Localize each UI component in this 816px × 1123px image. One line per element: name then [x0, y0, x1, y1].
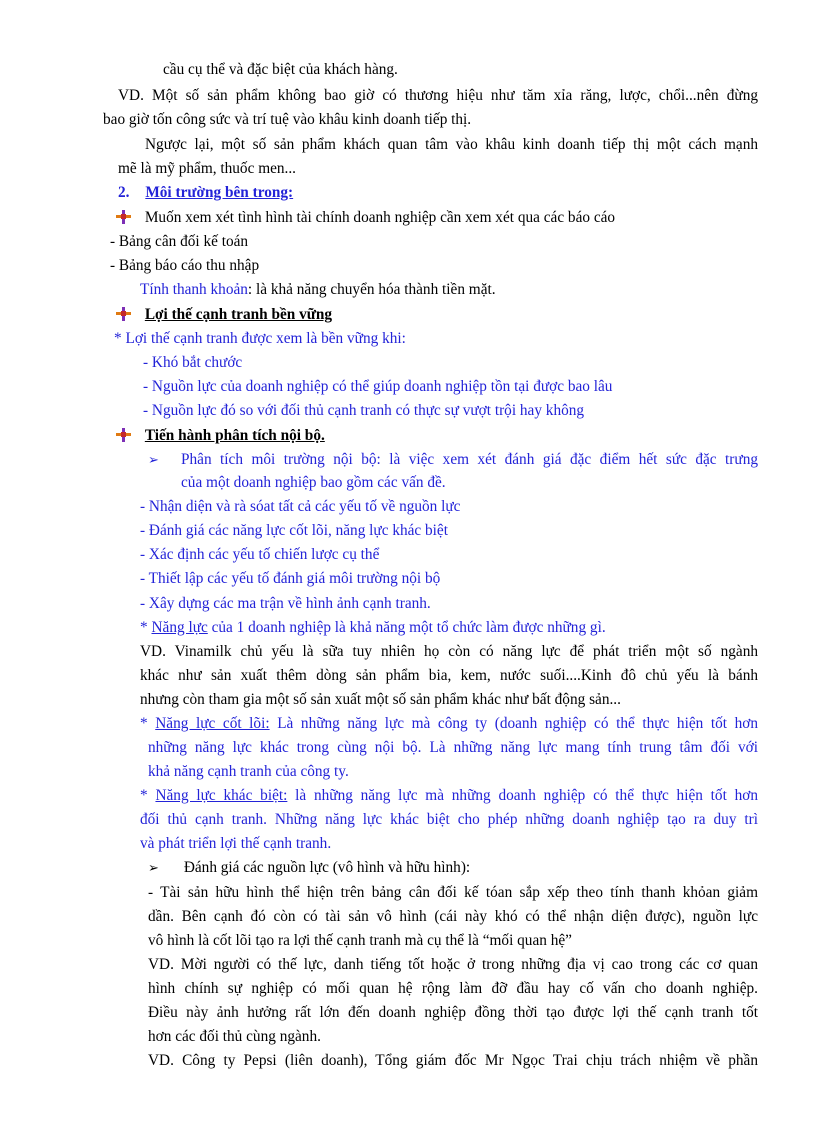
- text-line: * Lợi thế cạnh tranh được xem là bền vững khi:: [114, 330, 406, 347]
- text-line: mẽ là mỹ phẩm, thuốc men...: [118, 160, 296, 177]
- text-line: Ngược lại, một số sản phẩm khách quan tâm vào khâu kinh doanh tiếp thị một cách mạnh: [145, 136, 758, 153]
- cross-bullet-icon: [116, 428, 131, 442]
- text-line: hơn các đối thủ cùng ngành.: [148, 1028, 321, 1045]
- section-title: Môi trường bên trong:: [145, 184, 294, 201]
- text-line: * Năng lực khác biệt: là những năng lực mà những doanh nghiệp có thể thực hiện tốt hơn: [140, 787, 759, 804]
- text-line: - Bảng cân đối kế toán: [110, 233, 249, 250]
- text-line: nhưng còn tham gia một số sản xuất một số sản phẩm khác như bất động sản...: [140, 691, 621, 708]
- text-line: - Xây dựng các ma trận về hình ảnh cạnh tranh.: [140, 595, 431, 612]
- text-line: - Nguồn lực của doanh nghiệp có thể giúp doanh nghiệp tồn tại được bao lâu: [143, 378, 613, 395]
- text-line: VD. Mời người có thế lực, danh tiếng tốt hoặc ở trong những địa vị cao trong các cơ quan: [148, 956, 758, 973]
- text-line: VD. Công ty Pepsi (liên doanh), Tổng giám đốc Mr Ngọc Trai chịu trách nhiệm về phần: [148, 1052, 758, 1069]
- text-line: của một doanh nghiệp bao gồm các vấn đề.: [181, 474, 446, 491]
- text-line: hình chính sự nghiệp có mối quan hệ rộng làm đỡ đầu hay cố vấn cho doanh nghiệp.: [148, 980, 758, 997]
- text-line: * Năng lực của 1 doanh nghiệp là khả năng một tổ chức làm được những gì.: [140, 619, 606, 636]
- text-line: - Xác định các yếu tố chiến lược cụ thể: [140, 546, 380, 563]
- arrow-bullet-icon: ➢: [148, 452, 159, 467]
- text-line: khả năng cạnh tranh của công ty.: [148, 763, 349, 780]
- text-line: - Khó bắt chước: [143, 354, 243, 371]
- text-line: VD. Vinamilk chủ yếu là sữa tuy nhiên họ còn có năng lực để phát triển một số ngành: [140, 643, 758, 660]
- text-line: VD. Một số sản phẩm không bao giờ có thương hiệu như tăm xỉa răng, lược, chổi...nên đừng: [118, 87, 758, 104]
- bullet-heading: Tiến hành phân tích nội bộ.: [116, 426, 325, 446]
- cross-bullet-icon: [116, 307, 131, 321]
- arrow-item: ➢ Đánh giá các nguồn lực (vô hình và hữu hình):: [148, 859, 471, 876]
- cross-bullet-icon: [116, 210, 131, 224]
- section-number: 2.: [118, 184, 130, 201]
- bullet-item: Muốn xem xét tình hình tài chính doanh nghiệp cần xem xét qua các báo cáo: [116, 208, 615, 228]
- arrow-bullet-icon: ➢: [148, 860, 159, 875]
- text-line: khác như sản xuất thêm dòng sản phẩm bia, kem, nước suối....Kinh đô chủ yếu là bánh: [140, 667, 758, 684]
- text-line: vô hình là cốt lõi tạo ra lợi thế cạnh tranh mà cụ thể là “mối quan hệ”: [148, 932, 572, 949]
- text-line: Tính thanh khoản: là khả năng chuyển hóa thành tiền mặt.: [140, 281, 496, 298]
- text-line: Điều này ảnh hưởng rất lớn đến doanh nghiệp đồng thời tạo được lợi thế cạnh tranh tốt: [148, 1004, 758, 1021]
- text-line: - Nhận diện và rà sóat tất cả các yếu tố về nguồn lực: [140, 498, 461, 515]
- section-heading: [118, 183, 293, 203]
- text-line: cầu cụ thể và đặc biệt của khách hàng.: [163, 61, 398, 78]
- text-line: - Nguồn lực đó so với đối thủ cạnh tranh có thực sự vượt trội hay không: [143, 402, 585, 419]
- text-line: những năng lực khác trong cùng nội bộ. Là những năng lực mang tính trung tâm đối với: [148, 739, 758, 756]
- text-line: và phát triển lợi thế cạnh tranh.: [140, 835, 332, 852]
- bullet-heading: Lợi thế cạnh tranh bền vững: [116, 305, 332, 325]
- arrow-item: ➢ Phân tích môi trường nội bộ: là việc xem xét đánh giá đặc điểm hết sức đặc trưng: [148, 451, 758, 468]
- text-line: đối thủ cạnh tranh. Những năng lực khác biệt cho phép những doanh nghiệp tạo ra duy trì: [140, 811, 758, 828]
- text-line: * Năng lực cốt lõi: Là những năng lực mà công ty (doanh nghiệp có thể thực hiện tốt hơn: [140, 715, 758, 732]
- text-line: - Tài sản hữu hình thể hiện trên bảng cân đối kế tóan sắp xếp theo tính thanh khỏan giảm: [148, 884, 758, 901]
- text-line: - Bảng báo cáo thu nhập: [110, 257, 260, 274]
- text-line: dần. Bên cạnh đó còn có tài sản vô hình (cái này khó có thể nhận diện được), nguồn lực: [148, 908, 758, 925]
- text-line: - Đánh giá các năng lực cốt lõi, năng lực khác biệt: [140, 522, 448, 539]
- text-line: - Thiết lập các yếu tố đánh giá môi trường nội bộ: [140, 570, 441, 587]
- text-line: bao giờ tốn công sức và trí tuệ vào khâu kinh doanh tiếp thị.: [103, 111, 472, 128]
